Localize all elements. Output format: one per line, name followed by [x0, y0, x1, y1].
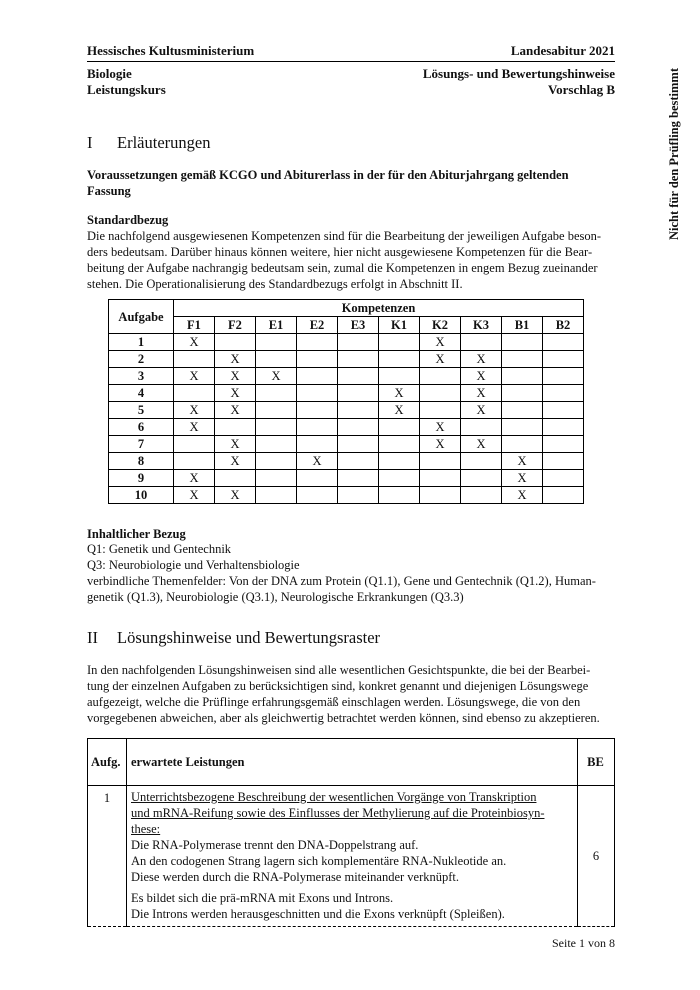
table-row	[109, 487, 584, 504]
col-b1: B1	[502, 317, 543, 334]
header-ministry: Hessisches Kultusministerium	[87, 43, 255, 58]
competence-cell: X	[215, 487, 256, 504]
competence-cell: X	[502, 470, 543, 487]
side-note: Nicht für den Prüfling bestimmt	[667, 68, 681, 240]
competence-cell	[379, 487, 420, 504]
competence-cell	[502, 334, 543, 351]
competence-cell: X	[174, 419, 215, 436]
competence-cell	[338, 470, 379, 487]
row-task-number: 10	[109, 487, 174, 504]
competence-cell	[502, 419, 543, 436]
competence-cell	[174, 453, 215, 470]
competence-cell	[543, 334, 584, 351]
table-row	[109, 436, 584, 453]
header-doc-type: Lösungs- und Bewertungshinweise	[422, 66, 615, 81]
competence-cell: X	[174, 334, 215, 351]
competence-cell	[338, 436, 379, 453]
competence-cell	[297, 385, 338, 402]
row-be-points: 6	[578, 786, 615, 927]
col-be: BE	[578, 739, 615, 786]
col-k3: K3	[461, 317, 502, 334]
competence-cell	[256, 385, 297, 402]
competence-cell: X	[379, 385, 420, 402]
row-task-number: 9	[109, 470, 174, 487]
col-b2: B2	[543, 317, 584, 334]
table-row	[109, 351, 584, 368]
competence-cell: X	[420, 436, 461, 453]
col-erwartete-leistungen: erwartete Leistungen	[127, 739, 578, 786]
competence-cell	[420, 368, 461, 385]
competence-cell: X	[461, 385, 502, 402]
competence-cell: X	[174, 470, 215, 487]
competence-cell	[297, 470, 338, 487]
competence-cell: X	[461, 402, 502, 419]
competence-cell	[297, 436, 338, 453]
competence-cell: X	[215, 453, 256, 470]
competence-cell	[420, 402, 461, 419]
competence-cell	[461, 453, 502, 470]
competence-cell	[379, 368, 420, 385]
col-e1: E1	[256, 317, 297, 334]
page-number: Seite 1 von 8	[552, 936, 615, 950]
competence-cell	[338, 487, 379, 504]
competence-cell	[379, 436, 420, 453]
competence-cell	[338, 351, 379, 368]
competence-cell	[420, 487, 461, 504]
competence-cell	[338, 453, 379, 470]
competence-cell: X	[297, 453, 338, 470]
competence-cell	[174, 436, 215, 453]
competence-cell: X	[420, 334, 461, 351]
row-expected-results	[127, 786, 578, 927]
competence-cell	[543, 385, 584, 402]
competence-cell: X	[215, 351, 256, 368]
table-row	[109, 334, 584, 351]
competence-cell: X	[174, 402, 215, 419]
competence-cell: X	[215, 436, 256, 453]
competence-cell	[543, 436, 584, 453]
competence-cell	[502, 368, 543, 385]
section-1-heading: I Erläuterungen	[87, 133, 211, 152]
competence-cell	[256, 351, 297, 368]
row-task-number: 6	[109, 419, 174, 436]
answer-block-a: Die RNA-Polymerase trennt den DNA-Doppelstrang auf. An den codogenen Strang lagern sich komplementäre RNA-Nukleotide an. Diese werden durch die RNA-Polymerase miteinander verknüpft.	[131, 838, 507, 884]
answer-block-b: Es bildet sich die prä-mRNA mit Exons und Introns. Die Introns werden herausgeschnitten und die Exons verknüpft (Spleißen).	[131, 891, 505, 921]
competence-cell	[502, 402, 543, 419]
inhalt-heading: Inhaltlicher Bezug	[87, 527, 186, 541]
header-exam: Landesabitur 2021	[510, 43, 615, 58]
solution-table	[87, 738, 615, 927]
competence-cell	[461, 334, 502, 351]
header-subject: Biologie	[87, 66, 132, 81]
competence-cell: X	[502, 487, 543, 504]
competence-cell	[543, 487, 584, 504]
header-course: Leistungskurs	[87, 82, 166, 97]
table-row	[109, 368, 584, 385]
table-row	[109, 402, 584, 419]
competence-cell	[297, 487, 338, 504]
competence-cell: X	[256, 368, 297, 385]
col-e2: E2	[297, 317, 338, 334]
section-2-heading: II Lösungshinweise und Bewertungsraster	[87, 628, 381, 647]
task-description: Unterrichtsbezogene Beschreibung der wesentlichen Vorgänge von Transkription und mRNA-Reifung sowie des Einflusses der Methylierung auf die Proteinbiosyn- these:	[131, 790, 545, 836]
row-task-number: 7	[109, 436, 174, 453]
competence-cell	[338, 334, 379, 351]
row-aufg-number: 1	[88, 786, 127, 927]
row-task-number: 3	[109, 368, 174, 385]
competence-cell: X	[461, 351, 502, 368]
competence-cell	[256, 419, 297, 436]
competence-cell: X	[420, 419, 461, 436]
competence-cell	[420, 453, 461, 470]
table-row	[109, 419, 584, 436]
standard-paragraph: Die nachfolgend ausgewiesenen Kompetenzen sind für die Bearbeitung der jeweiligen Aufgabe beson- ders bedeutsam. Darüber hinaus können weitere, hier nicht ausgewiesene Kompetenzen für die Bear- beitung der Aufgabe nachrangig bedeutsam sein, zumal die Kompetenzen in engem Bezug zueinander stehen. Die Operationalisierung des Standardbezugs erfolgt in Abschnitt II.	[87, 229, 602, 291]
competence-cell	[297, 368, 338, 385]
competence-cell	[543, 419, 584, 436]
competence-cell	[502, 385, 543, 402]
competence-cell	[420, 385, 461, 402]
col-k1: K1	[379, 317, 420, 334]
competence-cell: X	[215, 368, 256, 385]
table-row	[109, 453, 584, 470]
competence-cell	[338, 385, 379, 402]
header-proposal: Vorschlag B	[547, 82, 615, 97]
col-kompetenzen: Kompetenzen	[174, 300, 584, 317]
col-e3: E3	[338, 317, 379, 334]
competence-cell: X	[420, 351, 461, 368]
competence-cell	[379, 419, 420, 436]
row-task-number: 4	[109, 385, 174, 402]
competence-cell	[174, 385, 215, 402]
table-row	[88, 786, 615, 927]
row-task-number: 5	[109, 402, 174, 419]
col-f2: F2	[215, 317, 256, 334]
table-row	[109, 385, 584, 402]
competence-cell	[461, 419, 502, 436]
competence-cell	[297, 351, 338, 368]
competence-cell: X	[461, 368, 502, 385]
competence-cell: X	[461, 436, 502, 453]
competence-cell	[297, 419, 338, 436]
competence-cell: X	[215, 385, 256, 402]
competence-cell	[543, 470, 584, 487]
competence-cell: X	[215, 402, 256, 419]
competence-cell	[543, 368, 584, 385]
col-f1: F1	[174, 317, 215, 334]
section-2-intro: In den nachfolgenden Lösungshinweisen sind alle wesentlichen Gesichtspunkte, die bei der Bearbei- tung der einzelnen Aufgaben zu berücksichtigen sind, konkret genannt und diejenigen Lösungswege aufgezeigt, welche die Prüflinge erfahrungsgemäß einschlagen werden. Lösungswege, die von den vorgegebenen abweichen, aber als gleichwertig betrachtet werden können, sind ebenso zu akzeptieren.	[87, 663, 600, 725]
competence-cell	[215, 470, 256, 487]
competence-cell	[256, 487, 297, 504]
competence-cell	[297, 402, 338, 419]
competence-cell	[543, 453, 584, 470]
competence-cell: X	[174, 487, 215, 504]
competence-cell	[502, 351, 543, 368]
competence-table	[108, 299, 584, 504]
competence-cell	[379, 334, 420, 351]
competence-cell	[338, 368, 379, 385]
competence-cell	[215, 334, 256, 351]
competence-cell	[338, 402, 379, 419]
competence-cell	[174, 351, 215, 368]
competence-cell	[256, 402, 297, 419]
competence-cell	[461, 470, 502, 487]
competence-cell	[461, 487, 502, 504]
competence-cell: X	[502, 453, 543, 470]
competence-cell	[379, 470, 420, 487]
competence-cell	[256, 436, 297, 453]
competence-cell: X	[174, 368, 215, 385]
competence-cell	[379, 351, 420, 368]
row-task-number: 8	[109, 453, 174, 470]
competence-cell	[256, 453, 297, 470]
row-task-number: 2	[109, 351, 174, 368]
col-k2: K2	[420, 317, 461, 334]
competence-cell	[256, 470, 297, 487]
competence-cell	[215, 419, 256, 436]
competence-cell	[297, 334, 338, 351]
standard-heading: Standardbezug	[87, 213, 169, 227]
col-aufg: Aufg.	[88, 739, 127, 786]
competence-cell	[256, 334, 297, 351]
competence-cell	[543, 402, 584, 419]
competence-cell	[338, 419, 379, 436]
table-row	[109, 470, 584, 487]
competence-cell	[543, 351, 584, 368]
competence-cell: X	[379, 402, 420, 419]
section-1-subtitle: Voraussetzungen gemäß KCGO und Abiturerlass in der für den Abiturjahrgang geltenden Fassung	[87, 168, 569, 198]
competence-cell	[379, 453, 420, 470]
competence-cell	[420, 470, 461, 487]
competence-cell	[502, 436, 543, 453]
header-rule	[87, 61, 615, 62]
inhalt-paragraph: Q1: Genetik und Gentechnik Q3: Neurobiologie und Verhaltensbiologie verbindliche Themenfelder: Von der DNA zum Protein (Q1.1), Gene und Gentechnik (Q1.2), Human- genetik (Q1.3), Neurobiologie (Q3.1), Neurologische Erkrankungen (Q3.3)	[87, 542, 596, 604]
col-aufgabe: Aufgabe	[109, 300, 174, 334]
row-task-number: 1	[109, 334, 174, 351]
